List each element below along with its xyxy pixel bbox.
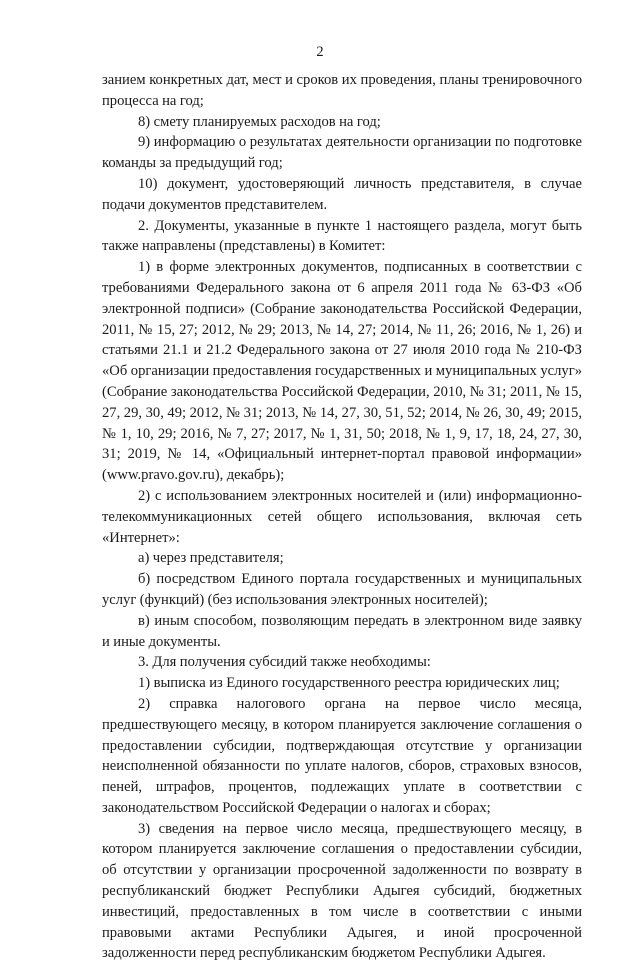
- paragraph: 1) в форме электронных документов, подписанных в соответствии с требованиями Федерального закона от 6 апреля 2011 года № 63-ФЗ «Об электронной подписи» (Собрание законодательства Российской Федерации, 2011, № 15, 27; 2012, № 29; 2013, № 14, 27; 2014, № 11, 26; 2016, № 1, 26) и статьями 21.1 и 21.2 Федерального закона от 27 июля 2010 года № 210-ФЗ «Об организации предоставления государственных и муниципальных услуг» (Собрание законодательства Российской Федерации, 2010, № 31; 2011, № 15, 27, 29, 30, 49; 2012, № 31; 2013, № 14, 27, 30, 51, 52; 2014, № 26, 30, 49; 2015, № 1, 10, 29; 2016, № 7, 27; 2017, № 1, 31, 50; 2018, № 1, 9, 17, 18, 24, 27, 30, 31; 2019, № 14, «Официальный интернет-портал правовой информации» (www.pravo.gov.ru), декабрь);: [102, 259, 582, 484]
- paragraph: 2. Документы, указанные в пункте 1 настоящего раздела, могут быть также направлены (представлены) в Комитет:: [102, 217, 582, 255]
- paragraph: в) иным способом, позволяющим передать в электронном виде заявку и иные документы.: [102, 612, 582, 650]
- page-number: 2: [316, 44, 324, 60]
- paragraph: 1) выписка из Единого государственного реестра юридических лиц;: [138, 675, 560, 692]
- paragraph: 3. Для получения субсидий также необходимы:: [138, 654, 431, 671]
- paragraph: 10) документ, удостоверяющий личность представителя, в случае подачи документов представителем.: [102, 175, 582, 213]
- paragraph: 9) информацию о результатах деятельности организации по подготовке команды за предыдущий год;: [102, 134, 582, 172]
- document-body: [102, 70, 582, 964]
- paragraph: 2) с использованием электронных носителей и (или) информационно-телекоммуникационных сетей общего использования, включая сеть «Интернет»:: [102, 487, 582, 546]
- paragraph: 8) смету планируемых расходов на год;: [138, 113, 381, 130]
- paragraph: а) через представителя;: [138, 550, 284, 567]
- paragraph: 2) справка налогового органа на первое число месяца, предшествующего месяцу, в котором планируется заключение соглашения о предоставлении субсидии, подтверждающая отсутствие у организации неисполненной обязанности по уплате налогов, сборов, страховых взносов, пеней, штрафов, процентов, подлежащих уплате в соответствии с законодательством Российской Федерации о налогах и сборах;: [102, 695, 582, 816]
- paragraph: б) посредством Единого портала государственных и муниципальных услуг (функций) (без использования электронных носителей);: [102, 571, 582, 608]
- paragraph: занием конкретных дат, мест и сроков их проведения, планы тренировочного процесса на год;: [102, 72, 582, 109]
- paragraph: 3) сведения на первое число месяца, предшествующего месяцу, в котором планируется заключение соглашения о предоставлении субсидии, об отсутствии у организации просроченной задолженности по возврату в республиканский бюджет Республики Адыгея субсидий, бюджетных инвестиций, предоставленных в том числе в соответствии с иными правовыми актами Республики Адыгея, и иной просроченной задолженности перед республиканским бюджетом Республики Адыгея.: [102, 820, 582, 962]
